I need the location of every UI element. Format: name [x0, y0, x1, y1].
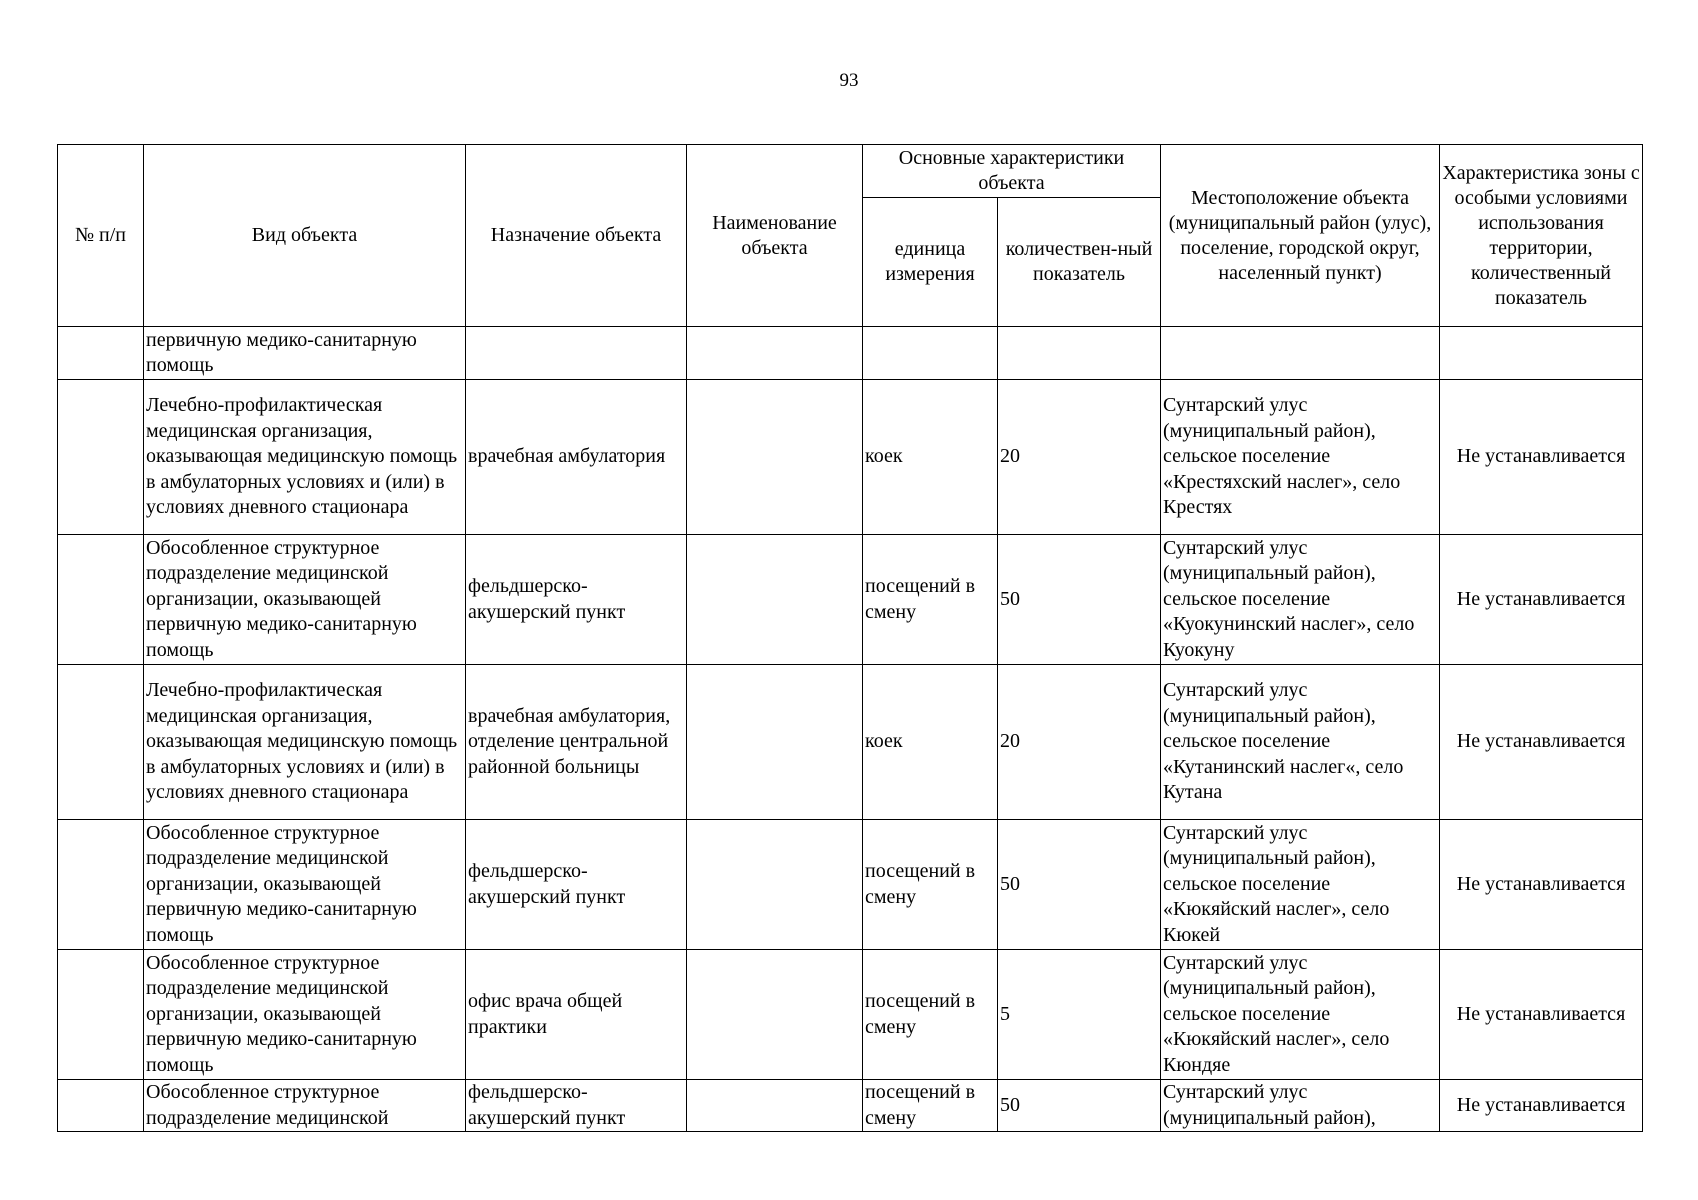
cell-location: [1161, 327, 1440, 380]
header-kind: Вид объекта: [144, 145, 466, 327]
cell-location: Сунтарский улус (муниципальный район),: [1161, 1080, 1440, 1132]
cell-unit: посещений в смену: [863, 535, 998, 665]
cell-unit: посещений в смену: [863, 1080, 998, 1132]
cell-num: [58, 665, 144, 820]
cell-kind: Обособленное структурное подразделение медицинской организации, оказывающей первичную медико-санитарную помощь: [144, 820, 466, 950]
table-row: [58, 820, 1643, 950]
cell-kind: Обособленное структурное подразделение медицинской организации, оказывающей первичную медико-санитарную помощь: [144, 535, 466, 665]
table-row: [58, 950, 1643, 1080]
cell-location: Сунтарский улус (муниципальный район), сельское поселение «Кюкяйский наслег», село Кюкей: [1161, 820, 1440, 950]
cell-purpose: врачебная амбулатория, отделение центральной районной больницы: [466, 665, 687, 820]
header-purpose: Назначение объекта: [466, 145, 687, 327]
cell-purpose: врачебная амбулатория: [466, 380, 687, 535]
table-row: [58, 1080, 1643, 1132]
cell-num: [58, 820, 144, 950]
cell-zone: Не устанавливается: [1440, 950, 1643, 1080]
cell-name: [687, 327, 863, 380]
cell-location: Сунтарский улус (муниципальный район), сельское поселение «Куокунинский наслег», село Куокуну: [1161, 535, 1440, 665]
table-body: [58, 327, 1643, 1132]
header-row-top: [58, 145, 1643, 198]
cell-num: [58, 327, 144, 380]
cell-unit: [863, 327, 998, 380]
cell-name: [687, 820, 863, 950]
header-quantity: количествен-ный показатель: [998, 198, 1161, 327]
cell-quantity: 50: [998, 820, 1161, 950]
cell-kind: Обособленное структурное подразделение медицинской: [144, 1080, 466, 1132]
cell-zone: Не устанавливается: [1440, 665, 1643, 820]
cell-kind: Обособленное структурное подразделение медицинской организации, оказывающей первичную медико-санитарную помощь: [144, 950, 466, 1080]
header-zone: Характеристика зоны с особыми условиями использования территории, количественный показатель: [1440, 145, 1643, 327]
header-characteristics: Основные характеристики объекта: [863, 145, 1161, 198]
cell-num: [58, 535, 144, 665]
territorial-planning-table: [57, 144, 1643, 1132]
cell-zone: Не устанавливается: [1440, 820, 1643, 950]
header-num: № п/п: [58, 145, 144, 327]
cell-zone: Не устанавливается: [1440, 535, 1643, 665]
cell-kind: Лечебно-профилактическая медицинская организация, оказывающая медицинскую помощь в амбулаторных условиях и (или) в условиях дневного стационара: [144, 380, 466, 535]
cell-num: [58, 950, 144, 1080]
cell-purpose: [466, 327, 687, 380]
cell-kind: Лечебно-профилактическая медицинская организация, оказывающая медицинскую помощь в амбулаторных условиях и (или) в условиях дневного стационара: [144, 665, 466, 820]
cell-zone: [1440, 327, 1643, 380]
cell-kind: первичную медико-санитарную помощь: [144, 327, 466, 380]
table-row: [58, 665, 1643, 820]
cell-unit: посещений в смену: [863, 820, 998, 950]
cell-quantity: 20: [998, 665, 1161, 820]
cell-location: Сунтарский улус (муниципальный район), сельское поселение «Кюкяйский наслег», село Кюндяе: [1161, 950, 1440, 1080]
cell-zone: Не устанавливается: [1440, 1080, 1643, 1132]
page-number: 93: [839, 70, 859, 91]
cell-name: [687, 665, 863, 820]
cell-purpose: фельдшерско-акушерский пункт: [466, 535, 687, 665]
header-location: Местоположение объекта (муниципальный район (улус), поселение, городской округ, населенный пункт): [1161, 145, 1440, 327]
table-header: [58, 145, 1643, 327]
cell-quantity: 50: [998, 1080, 1161, 1132]
cell-name: [687, 380, 863, 535]
cell-purpose: фельдшерско-акушерский пункт: [466, 820, 687, 950]
cell-purpose: офис врача общей практики: [466, 950, 687, 1080]
table-row: [58, 535, 1643, 665]
header-unit: единица измерения: [863, 198, 998, 327]
cell-quantity: 5: [998, 950, 1161, 1080]
cell-zone: Не устанавливается: [1440, 380, 1643, 535]
cell-name: [687, 950, 863, 1080]
cell-unit: коек: [863, 380, 998, 535]
cell-quantity: 50: [998, 535, 1161, 665]
header-name: Наименование объекта: [687, 145, 863, 327]
cell-unit: посещений в смену: [863, 950, 998, 1080]
cell-num: [58, 380, 144, 535]
cell-quantity: 20: [998, 380, 1161, 535]
cell-unit: коек: [863, 665, 998, 820]
cell-quantity: [998, 327, 1161, 380]
table-row: [58, 380, 1643, 535]
table-row: [58, 327, 1643, 380]
cell-location: Сунтарский улус (муниципальный район), сельское поселение «Крестяхский наслег», село Крестях: [1161, 380, 1440, 535]
cell-location: Сунтарский улус (муниципальный район), сельское поселение «Кутанинский наслег«, село Кутана: [1161, 665, 1440, 820]
cell-name: [687, 535, 863, 665]
cell-num: [58, 1080, 144, 1132]
cell-purpose: фельдшерско-акушерский пункт: [466, 1080, 687, 1132]
cell-name: [687, 1080, 863, 1132]
